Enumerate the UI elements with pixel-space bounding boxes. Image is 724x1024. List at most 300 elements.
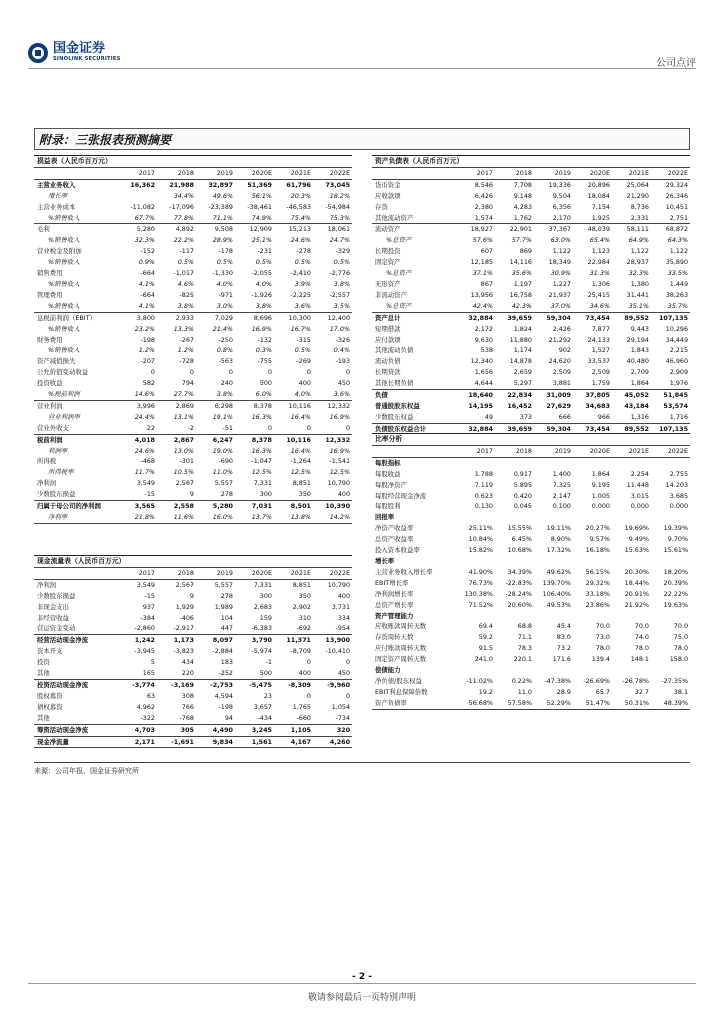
- row-label: 每股收益: [375, 469, 401, 478]
- row-label: 负债: [372, 390, 456, 401]
- value-cell: 9: [189, 490, 194, 499]
- table-row: [34, 301, 352, 312]
- row-label: %销售收入: [48, 346, 80, 355]
- value-cell: -8,309: [274, 679, 313, 690]
- table-row: [34, 224, 352, 235]
- value-cell: 1,716: [669, 412, 689, 421]
- value-cell: 49.6%: [212, 191, 233, 200]
- value-cell: 45.4: [556, 622, 571, 631]
- value-cell: 51,845: [651, 390, 690, 401]
- value-cell: -250: [218, 335, 233, 344]
- row-label: 固定资产周转天数: [375, 655, 427, 664]
- value-cell: 5,557: [214, 479, 233, 488]
- year-header-cell: 2020E: [573, 445, 612, 457]
- value-cell: 68,872: [651, 224, 690, 235]
- value-cell: 766: [181, 702, 194, 711]
- value-cell: 16.3%: [251, 412, 272, 421]
- value-cell: 14,116: [509, 258, 532, 267]
- value-cell: 24.6%: [290, 236, 311, 245]
- value-cell: 27,629: [546, 401, 571, 410]
- brand-name-en: SINOLINK SECURITIES: [53, 56, 121, 62]
- table-row: [34, 312, 352, 323]
- value-cell: 1,574: [474, 213, 493, 222]
- value-cell: 4.0%: [216, 279, 233, 288]
- table-row: [372, 290, 690, 301]
- table-row: [34, 478, 352, 489]
- value-cell: 49.62%: [546, 567, 571, 576]
- row-label: 股权募资: [37, 691, 63, 700]
- value-cell: 11.0: [517, 687, 532, 696]
- value-cell: 51.47%: [573, 698, 612, 709]
- value-cell: -11,082: [130, 202, 155, 211]
- value-cell: 11.7%: [134, 468, 155, 477]
- value-cell: 20,896: [587, 180, 610, 189]
- value-cell: -1,926: [251, 290, 272, 299]
- value-cell: 7,331: [253, 580, 272, 589]
- value-cell: 57.7%: [511, 236, 532, 245]
- value-cell: -51: [222, 423, 233, 432]
- year-header-cell: 2021E: [612, 167, 651, 179]
- value-cell: -971: [218, 290, 233, 299]
- value-cell: 2.254: [630, 469, 649, 478]
- table-row: [372, 469, 690, 480]
- value-cell: -468: [140, 457, 155, 466]
- table-row: [34, 202, 352, 213]
- row-label: 无形资产: [375, 279, 401, 288]
- value-cell: -152: [140, 247, 155, 256]
- value-cell: 350: [298, 490, 311, 499]
- value-cell: -563: [218, 357, 233, 366]
- value-cell: 20.30%: [624, 567, 649, 576]
- value-cell: 71.1: [517, 633, 532, 642]
- row-label: 所得税率: [48, 468, 74, 477]
- value-cell: 500: [259, 379, 272, 388]
- value-cell: 0.623: [474, 491, 493, 500]
- row-label: 所得税: [37, 457, 57, 466]
- value-cell: -231: [257, 247, 272, 256]
- value-cell: 74.0: [634, 633, 649, 642]
- value-cell: 38.1: [673, 687, 689, 696]
- value-cell: 4,644: [474, 379, 493, 388]
- row-label: 毛利: [34, 224, 118, 235]
- value-cell: 1,174: [513, 346, 532, 355]
- table-row: [34, 213, 352, 224]
- value-cell: -1,691: [157, 736, 196, 748]
- table-caption: 现金流量表（人民币百万元）: [34, 556, 352, 568]
- value-cell: 8,378: [235, 400, 274, 411]
- value-cell: 334: [337, 613, 351, 622]
- row-label: 投资活动现金净流: [34, 679, 118, 690]
- value-cell: 9.57%: [589, 535, 610, 544]
- value-cell: 0.5%: [255, 258, 272, 267]
- value-cell: -193: [335, 357, 351, 366]
- row-label: 固定资产: [375, 258, 401, 267]
- value-cell: 70.0: [673, 622, 689, 631]
- row-label: %销售收入: [48, 213, 80, 222]
- row-label: 存货: [375, 202, 388, 211]
- table-row: [34, 279, 352, 290]
- value-cell: 12.5%: [290, 468, 311, 477]
- year-header-cell: 2022E: [313, 567, 352, 579]
- table-row: [372, 378, 690, 389]
- value-cell: 34.4%: [173, 191, 194, 200]
- row-label: 净利润: [37, 580, 57, 589]
- value-cell: 21.92%: [624, 600, 649, 609]
- value-cell: 278: [220, 490, 233, 499]
- table-row: [34, 467, 352, 478]
- year-header-row: [34, 567, 352, 579]
- value-cell: 6.0%: [255, 390, 272, 399]
- row-label: %总资产: [386, 269, 412, 278]
- value-cell: 13.7%: [235, 512, 274, 523]
- value-cell: 148.1: [630, 655, 649, 664]
- row-label: %销售收入: [48, 301, 80, 310]
- table-row: [372, 279, 690, 290]
- table-row: [372, 491, 690, 502]
- value-cell: -17,096: [169, 202, 194, 211]
- value-cell: 32.7: [634, 687, 649, 696]
- table-row: [372, 179, 690, 190]
- value-cell: -10,410: [325, 647, 351, 656]
- value-cell: -2,410: [290, 269, 311, 278]
- value-cell: 3.9%: [294, 279, 311, 288]
- table-row: [34, 724, 352, 736]
- value-cell: -11.02%: [466, 676, 493, 685]
- table-row: [34, 246, 352, 257]
- value-cell: 3,996: [118, 400, 157, 411]
- year-header-cell: 2018: [495, 167, 534, 179]
- value-cell: 9,834: [196, 736, 235, 748]
- table-row: [34, 367, 352, 378]
- row-label: %销售收入: [48, 279, 80, 288]
- table-row: [372, 534, 690, 545]
- value-cell: 9: [189, 591, 194, 600]
- table-row: [372, 213, 690, 224]
- table-row: [372, 698, 690, 709]
- section-heading: 回报率: [375, 513, 395, 522]
- brand-name-cn: 国金证券: [53, 41, 106, 56]
- row-label: 应收款项: [375, 191, 401, 200]
- table-row: [372, 523, 690, 534]
- value-cell: 5,297: [513, 379, 532, 388]
- value-cell: 12,332: [313, 400, 352, 411]
- value-cell: 0.000: [669, 502, 689, 511]
- value-cell: 83.0: [556, 633, 571, 642]
- value-cell: 43,184: [624, 401, 649, 410]
- value-cell: 6,247: [196, 434, 235, 445]
- value-cell: 4,167: [274, 736, 313, 748]
- value-cell: -269: [296, 357, 311, 366]
- value-cell: 75.4%: [290, 213, 311, 222]
- value-cell: 2,380: [474, 202, 493, 211]
- value-cell: 0.100: [552, 502, 571, 511]
- value-cell: 607: [480, 247, 493, 256]
- value-cell: 69.4: [478, 622, 493, 631]
- value-cell: 15.55%: [507, 524, 532, 533]
- value-cell: 0.420: [513, 491, 532, 500]
- value-cell: 16.7%: [290, 324, 311, 333]
- value-cell: 2,867: [157, 434, 196, 445]
- value-cell: -2,860: [134, 624, 155, 633]
- value-cell: 19.2: [478, 687, 493, 696]
- value-cell: 13,900: [313, 635, 352, 646]
- value-cell: 1,242: [118, 635, 157, 646]
- value-cell: 37.1%: [472, 269, 493, 278]
- value-cell: 61,796: [286, 180, 311, 189]
- value-cell: 33.5%: [667, 269, 689, 278]
- value-cell: 10,390: [313, 501, 352, 512]
- value-cell: 14.6%: [134, 390, 155, 399]
- value-cell: 12,340: [470, 357, 493, 366]
- value-cell: 450: [337, 669, 351, 678]
- row-label: 营业利润率: [48, 412, 80, 421]
- table-row: [34, 512, 352, 523]
- row-label: 资产负债率: [372, 698, 456, 709]
- row-label: EBIT利息保障倍数: [375, 687, 428, 696]
- value-cell: 31,009: [534, 390, 573, 401]
- year-header-cell: 2022E: [313, 167, 352, 179]
- value-cell: 20.60%: [507, 600, 532, 609]
- value-cell: 65.7: [595, 687, 610, 696]
- row-label: 每股经营现金净流: [375, 491, 427, 500]
- value-cell: 25.11%: [468, 524, 493, 533]
- value-cell: 10.68%: [507, 546, 532, 555]
- value-cell: 2,567: [175, 580, 194, 589]
- row-label: 增长率: [48, 191, 68, 200]
- value-cell: 14,878: [509, 357, 532, 366]
- value-cell: -198: [140, 335, 155, 344]
- value-cell: 0: [228, 368, 233, 377]
- row-label: 非流动资产: [375, 290, 407, 299]
- table-row: [372, 578, 690, 589]
- value-cell: 89,552: [612, 423, 651, 435]
- row-label: 管理费用: [37, 290, 63, 299]
- value-cell: 3.5%: [333, 301, 351, 310]
- value-cell: 5,280: [196, 501, 235, 512]
- value-cell: 22,984: [587, 258, 610, 267]
- value-cell: 159: [259, 613, 272, 622]
- table-row: [34, 501, 352, 512]
- value-cell: 2,869: [157, 400, 196, 411]
- appendix-title-box: [34, 128, 690, 150]
- row-label: 货币资金: [375, 180, 401, 189]
- value-cell: -1,541: [329, 457, 351, 466]
- value-cell: 19.0%: [212, 446, 233, 455]
- table-row: [34, 668, 352, 679]
- value-cell: 16,758: [509, 290, 532, 299]
- value-cell: 500: [259, 669, 272, 678]
- value-cell: -22.83%: [505, 578, 532, 587]
- value-cell: 220: [181, 669, 194, 678]
- value-cell: 3.6%: [333, 390, 351, 399]
- value-cell: 1,122: [552, 247, 571, 256]
- value-cell: 867: [480, 279, 493, 288]
- value-cell: -3,945: [134, 647, 155, 656]
- value-cell: 64.9%: [628, 236, 649, 245]
- value-cell: 8,097: [196, 635, 235, 646]
- value-cell: 1.005: [591, 491, 610, 500]
- value-cell: 21,292: [548, 335, 571, 344]
- row-label: 其他流动资产: [375, 213, 414, 222]
- year-header-cell: 2019: [196, 167, 235, 179]
- row-label: 现金净流量: [34, 736, 118, 748]
- value-cell: 16,362: [130, 180, 155, 189]
- value-cell: 16.3%: [251, 446, 272, 455]
- table-row: [372, 632, 690, 643]
- value-cell: 10,116: [274, 434, 313, 445]
- value-cell: 1,380: [630, 279, 649, 288]
- value-cell: 1,843: [630, 346, 649, 355]
- value-cell: -54,984: [325, 202, 351, 211]
- value-cell: -2,055: [251, 269, 272, 278]
- value-cell: 1,759: [591, 379, 610, 388]
- value-cell: -825: [179, 290, 194, 299]
- table-row: [34, 268, 352, 279]
- value-cell: 22.2%: [173, 236, 194, 245]
- value-cell: 13.8%: [274, 512, 313, 523]
- row-label: 投资收益: [37, 379, 63, 388]
- value-cell: -23,389: [208, 202, 233, 211]
- value-cell: 22,901: [495, 224, 534, 235]
- value-cell: -2,557: [329, 290, 351, 299]
- value-cell: 37,367: [534, 224, 573, 235]
- table-row: [372, 457, 690, 468]
- year-header-cell: 2018: [157, 167, 196, 179]
- row-label: 营业税金及附加: [37, 247, 82, 256]
- value-cell: 241.0: [474, 655, 493, 664]
- value-cell: 34.6%: [589, 301, 610, 310]
- value-cell: 2,426: [552, 324, 571, 333]
- value-cell: 300: [259, 490, 272, 499]
- value-cell: 106.40%: [542, 589, 571, 598]
- table-row: [372, 224, 690, 235]
- value-cell: 10.84%: [468, 535, 493, 544]
- value-cell: 2,558: [157, 501, 196, 512]
- source-note: 来源：公司年报、国金证券研究所: [34, 767, 139, 775]
- value-cell: 45,052: [612, 390, 651, 401]
- row-label: 资产减值损失: [37, 357, 76, 366]
- value-cell: 57.58%: [495, 698, 534, 709]
- value-cell: 9,504: [552, 191, 571, 200]
- value-cell: 7,331: [253, 479, 272, 488]
- table-row: [34, 191, 352, 202]
- value-cell: 89,552: [612, 312, 651, 323]
- year-header-blank: [372, 167, 456, 179]
- value-cell: 19.39%: [663, 524, 689, 533]
- value-cell: 0.5%: [333, 258, 351, 267]
- value-cell: 373: [519, 412, 532, 421]
- value-cell: 23.86%: [585, 600, 610, 609]
- table-caption-row: [34, 156, 352, 168]
- table-row: [372, 654, 690, 665]
- table-row: [34, 446, 352, 457]
- value-cell: 19.1%: [212, 412, 233, 421]
- value-cell: 9,148: [513, 191, 532, 200]
- value-cell: -207: [140, 357, 155, 366]
- table-row: [34, 378, 352, 389]
- value-cell: 400: [337, 490, 351, 499]
- value-cell: 16.4%: [290, 446, 311, 455]
- value-cell: 21,290: [626, 191, 649, 200]
- value-cell: -28.24%: [505, 589, 532, 598]
- value-cell: 18.2%: [329, 191, 351, 200]
- value-cell: 2,933: [157, 312, 196, 323]
- table-row: [372, 512, 690, 523]
- value-cell: 4,892: [157, 224, 196, 235]
- value-cell: 0.045: [513, 502, 532, 511]
- year-header-cell: 2022E: [651, 445, 690, 457]
- value-cell: 305: [157, 724, 196, 736]
- table-row: [372, 600, 690, 611]
- value-cell: 32,884: [456, 312, 495, 323]
- value-cell: 35.6%: [511, 269, 532, 278]
- section-heading: 增长率: [375, 556, 395, 565]
- value-cell: 42.4%: [472, 301, 493, 310]
- row-label: 应收账款周转天数: [375, 622, 427, 631]
- year-header-cell: 2020E: [235, 167, 274, 179]
- table-caption: 损益表（人民币百万元）: [34, 156, 352, 168]
- value-cell: 1,925: [591, 213, 610, 222]
- value-cell: 49: [484, 412, 493, 421]
- value-cell: 3,549: [136, 580, 155, 589]
- table-row: [372, 401, 690, 412]
- row-label: EBIT增长率: [375, 578, 409, 587]
- value-cell: 13,956: [470, 290, 493, 299]
- table-row: [372, 324, 690, 335]
- value-cell: [118, 191, 157, 202]
- table-row: [372, 356, 690, 367]
- year-header-row: [372, 445, 690, 457]
- value-cell: 3.015: [630, 491, 649, 500]
- value-cell: 130.38%: [464, 589, 493, 598]
- value-cell: -301: [179, 457, 194, 466]
- row-label: 流动资产: [372, 224, 456, 235]
- row-label: 主营业务收入: [37, 180, 76, 189]
- table-row: [34, 736, 352, 748]
- value-cell: -2,225: [290, 290, 311, 299]
- row-label: 营运资金变动: [37, 624, 76, 633]
- value-cell: 32,884: [456, 423, 495, 435]
- table-row: [372, 202, 690, 213]
- row-label: %总资产: [386, 236, 412, 245]
- row-label: %销售收入: [48, 258, 80, 267]
- value-cell: 6,298: [196, 400, 235, 411]
- table-row: [34, 579, 352, 590]
- year-header-cell: 2018: [157, 567, 196, 579]
- row-label: 经营活动现金净流: [34, 635, 118, 646]
- value-cell: 14.2%: [313, 512, 352, 523]
- value-cell: 15,213: [274, 224, 313, 235]
- value-cell: 74.9%: [251, 213, 272, 222]
- value-cell: 350: [298, 591, 311, 600]
- table-row: [34, 635, 352, 646]
- value-cell: 1,306: [591, 279, 610, 288]
- table-row: [34, 646, 352, 657]
- value-cell: 107,135: [651, 312, 690, 323]
- value-cell: -267: [179, 335, 194, 344]
- table-caption-row: [34, 556, 352, 568]
- table-row: [34, 423, 352, 434]
- value-cell: 165: [142, 669, 155, 678]
- value-cell: 39,659: [495, 312, 534, 323]
- table-row: [372, 621, 690, 632]
- value-cell: 33.18%: [585, 589, 610, 598]
- value-cell: 78.3: [517, 644, 532, 653]
- value-cell: 67.7%: [134, 213, 155, 222]
- value-cell: 0.5%: [177, 258, 194, 267]
- value-cell: 1,989: [214, 602, 233, 611]
- table-row: [372, 412, 690, 423]
